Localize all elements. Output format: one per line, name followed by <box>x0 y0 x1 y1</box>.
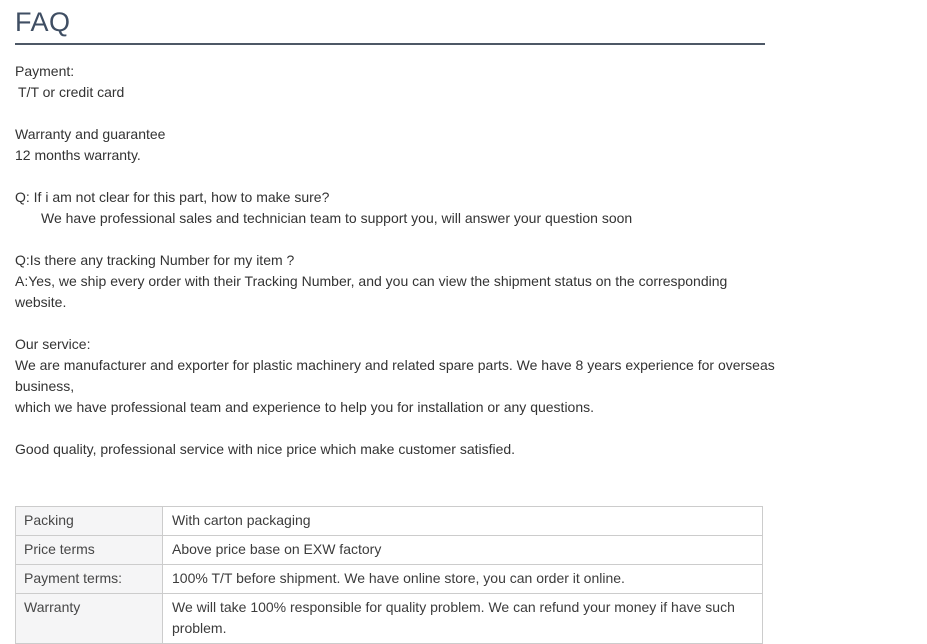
row-label: Warranty <box>16 594 163 644</box>
faq-paragraph-warranty <box>15 124 765 166</box>
table-row <box>16 594 763 644</box>
row-label: Price terms <box>16 536 163 565</box>
title-divider <box>15 43 765 45</box>
faq-line: Good quality, professional service with nice price which make customer satisfied. <box>15 441 516 458</box>
faq-content <box>15 61 775 460</box>
faq-paragraph-q2 <box>15 250 765 313</box>
table-row <box>16 536 763 565</box>
faq-line: We are manufacturer and exporter for plastic machinery and related spare parts. We have 8 years experience for overseas <box>15 357 775 374</box>
faq-paragraph-q1 <box>15 187 765 229</box>
faq-answer: A:Yes, we ship every order with their Tracking Number, and you can view the shipment status on the corresponding <box>15 273 728 290</box>
faq-line: Payment: <box>15 63 75 80</box>
faq-line: business, <box>15 378 75 395</box>
row-label: Packing <box>16 507 163 536</box>
faq-paragraph-closing <box>15 439 765 460</box>
faq-answer: website. <box>15 294 67 311</box>
faq-answer: We have professional sales and technician team to support you, will answer your question soon <box>41 210 633 227</box>
row-value: Above price base on EXW factory <box>163 536 763 565</box>
faq-paragraph-payment <box>15 61 765 103</box>
faq-line: which we have professional team and experience to help you for installation or any questions. <box>15 399 595 416</box>
faq-paragraph-service <box>15 334 775 418</box>
page-title: FAQ <box>15 7 71 37</box>
faq-line: T/T or credit card <box>18 84 125 101</box>
faq-question: Q:Is there any tracking Number for my item ? <box>15 252 295 269</box>
table-row <box>16 565 763 594</box>
row-value: With carton packaging <box>163 507 763 536</box>
row-value: 100% T/T before shipment. We have online store, you can order it online. <box>163 565 763 594</box>
spec-table <box>15 506 763 644</box>
faq-line: Our service: <box>15 336 91 353</box>
row-value: We will take 100% responsible for quality problem. We can refund your money if have such problem. <box>163 594 763 644</box>
faq-line: 12 months warranty. <box>15 147 141 164</box>
faq-question: Q: If i am not clear for this part, how to make sure? <box>15 189 330 206</box>
table-row <box>16 507 763 536</box>
row-label: Payment terms: <box>16 565 163 594</box>
faq-line: Warranty and guarantee <box>15 126 166 143</box>
